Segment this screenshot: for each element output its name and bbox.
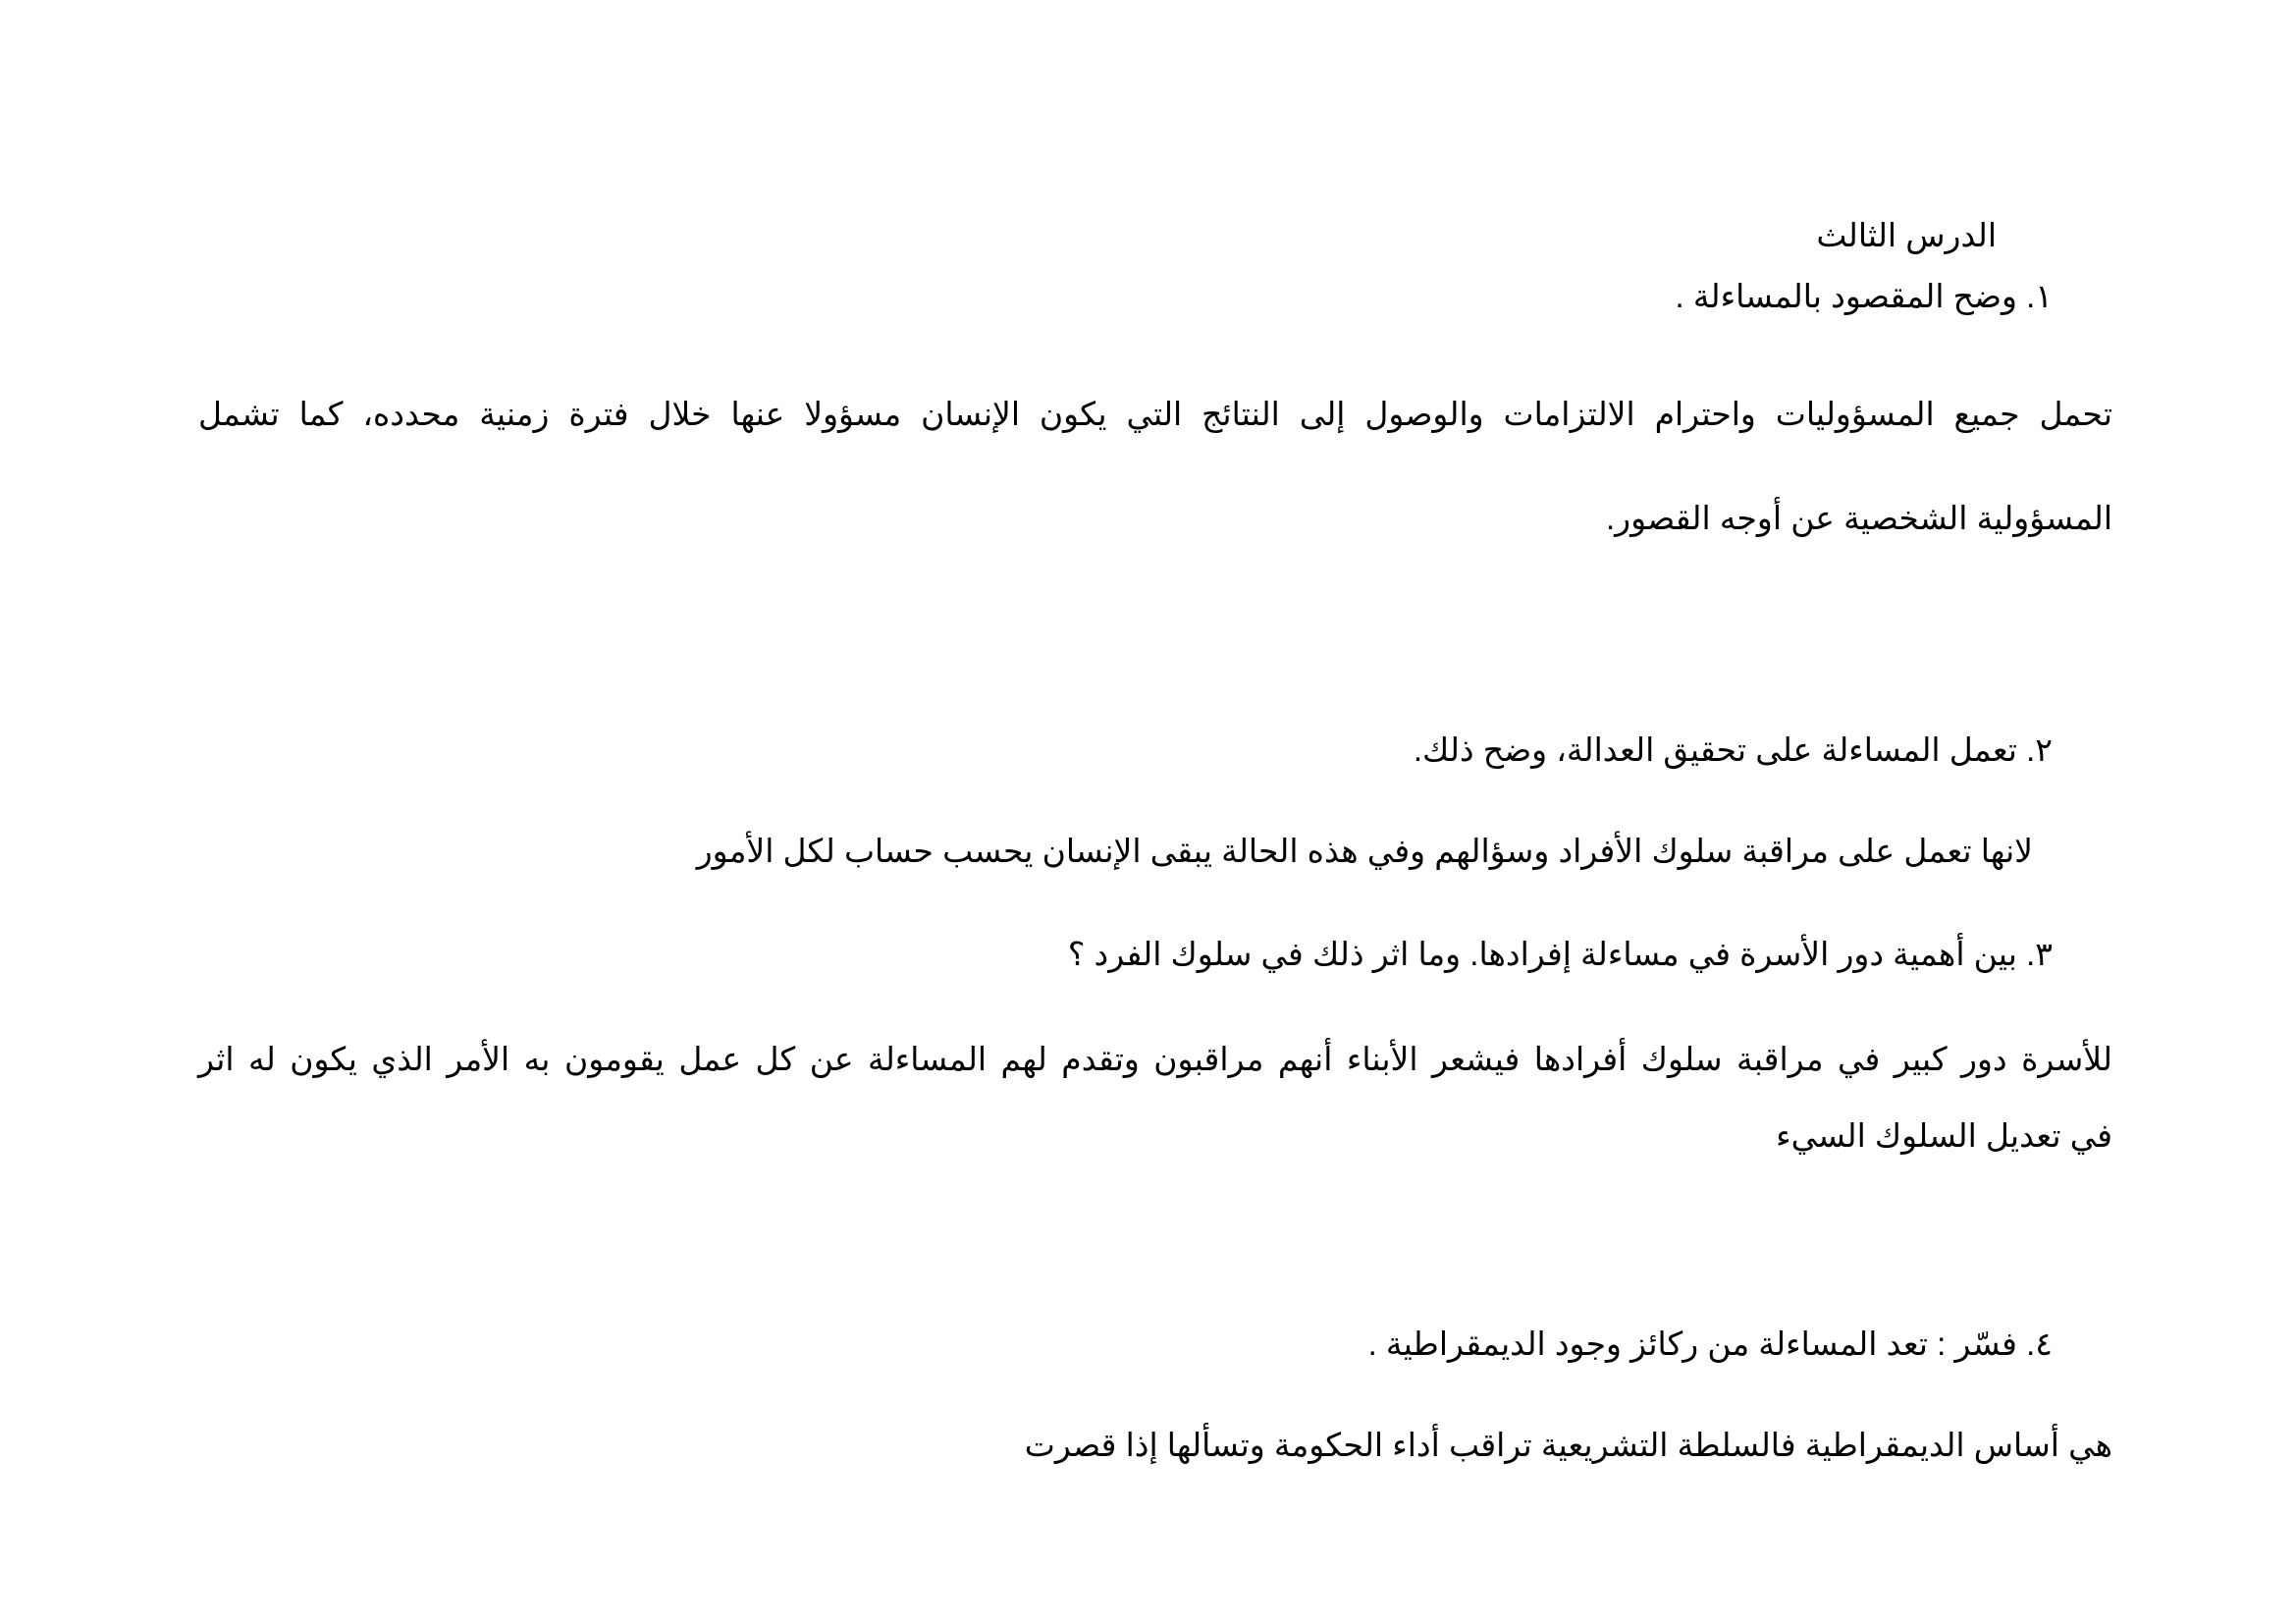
answer-1-line-1: تحمل جميع المسؤوليات واحترام الالتزامات والوصول إلى النتائج التي يكون الإنسان مسؤولا عنها خلال فترة زمنية محدده، كما تشمل [198, 396, 2112, 432]
answer-4: هي أساس الديمقراطية فالسلطة التشريعية تراقب أداء الحكومة وتسألها إذا قصرت [1024, 1427, 2112, 1463]
answer-3-line-1: للأسرة دور كبير في مراقبة سلوك أفرادها فيشعر الأبناء أنهم مراقبون وتقدم لهم المساءلة عن كل عمل يقومون به الأمر الذي يكون له اثر [198, 1041, 2112, 1077]
answer-1-line-2: المسؤولية الشخصية عن أوجه القصور. [1605, 500, 2112, 536]
question-4: ٤. فسّر : تعد المساءلة من ركائز وجود الديمقراطية . [1367, 1326, 2053, 1362]
answer-2: لانها تعمل على مراقبة سلوك الأفراد وسؤالهم وفي هذه الحالة يبقى الإنسان يحسب حساب لكل الأمور [696, 833, 2033, 869]
answer-3 [198, 1038, 2112, 1158]
question-3: ٣. بين أهمية دور الأسرة في مساءلة إفرادها. وما اثر ذلك في سلوك الفرد ؟ [1067, 936, 2053, 972]
question-1: ١. وضح المقصود بالمساءلة . [1675, 278, 2053, 314]
answer-3-line-2: في تعديل السلوك السيء [1776, 1117, 2112, 1154]
answer-1 [198, 393, 2112, 540]
question-2: ٢. تعمل المساءلة على تحقيق العدالة، وضح ذلك. [1413, 731, 2053, 768]
lesson-title: الدرس الثالث [1816, 217, 1997, 253]
